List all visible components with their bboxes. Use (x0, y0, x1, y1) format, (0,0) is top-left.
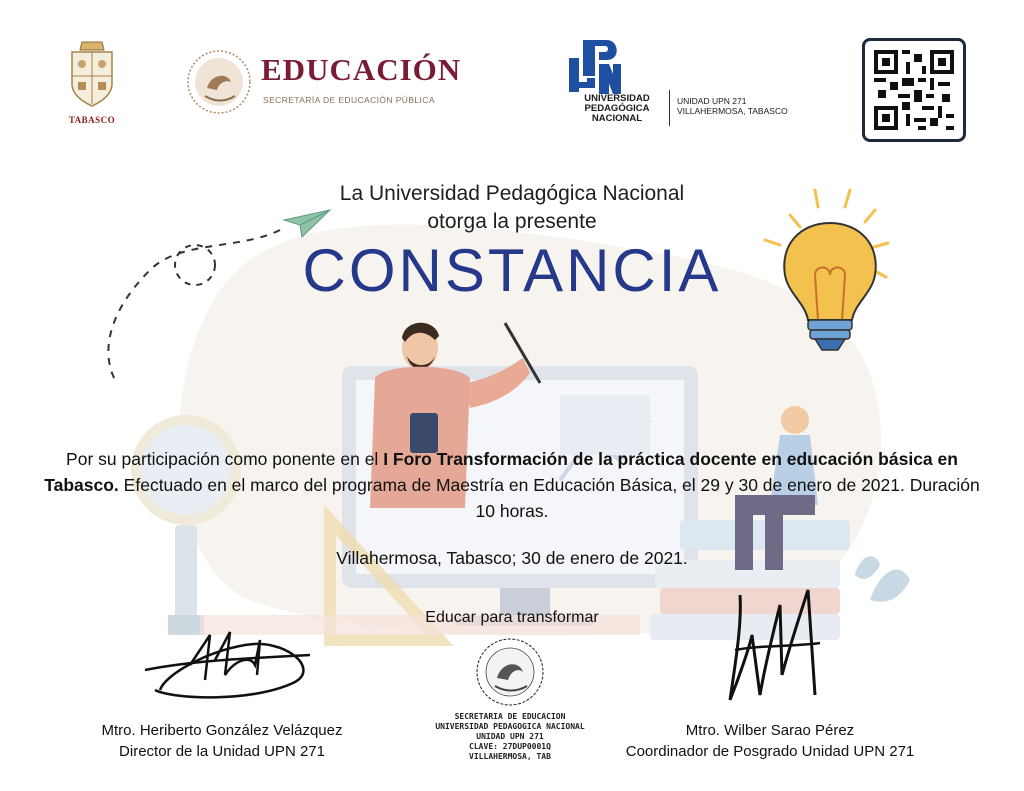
upn-logo (565, 38, 805, 128)
body-suffix: Efectuado en el marco del programa de Maestría en Educación Básica, el 29 y 30 de enero de 2021. Duración 10 horas. (118, 475, 980, 521)
seal-text: SECRETARIA DE EDUCACION UNIVERSIDAD PEDAGOGICA NACIONAL UNIDAD UPN 271 CLAVE: 27DUP0001Q VILLAHERMOSA, TAB (435, 712, 585, 761)
left-signatory (62, 720, 382, 762)
heading-line-2: otorga la presente (427, 210, 597, 233)
qr-code-icon (874, 50, 954, 130)
sep-logo (183, 48, 483, 118)
place-date: Villahermosa, Tabasco; 30 de enero de 2021. (336, 548, 688, 568)
tabasco-logo (62, 38, 122, 128)
official-seal (420, 636, 600, 766)
upn-unit: UNIDAD UPN 271 VILLAHERMOSA, TABASCO (677, 96, 788, 116)
upn-logo-icon (565, 38, 625, 98)
upn-name: UNIVERSIDAD PEDAGÓGICA NACIONAL (584, 93, 650, 124)
mexico-eagle-seal-icon (183, 48, 255, 116)
right-signatory (600, 720, 940, 762)
right-signatory-role: Coordinador de Posgrado Unidad UPN 271 (625, 743, 915, 760)
heading-line-1: La Universidad Pedagógica Nacional (339, 182, 685, 205)
qr-code (862, 38, 966, 142)
upn-divider (669, 90, 670, 126)
body-prefix: Por su participación como ponente en el (66, 449, 384, 469)
tabasco-coat-of-arms-icon (62, 38, 122, 110)
certificate-body (40, 446, 984, 524)
right-signature (720, 585, 830, 710)
left-signature (135, 620, 325, 705)
educacion-title: EDUCACIÓN (261, 52, 462, 87)
educacion-subtitle: SECRETARÍA DE EDUCACIÓN PÚBLICA (263, 95, 435, 105)
right-signatory-name: Mtro. Wilber Sarao Pérez (685, 722, 855, 739)
tabasco-label: TABASCO (68, 115, 116, 125)
event-name: I Foro Transformación de la práctica docente en educación básica en Tabasco. (44, 449, 958, 495)
mexico-eagle-seal-icon (475, 636, 545, 708)
motto: Educar para transformar (425, 609, 599, 626)
left-signatory-name: Mtro. Heriberto González Velázquez (101, 722, 343, 739)
certificate-title: CONSTANCIA (302, 237, 722, 304)
left-signatory-role: Director de la Unidad UPN 271 (119, 743, 325, 760)
